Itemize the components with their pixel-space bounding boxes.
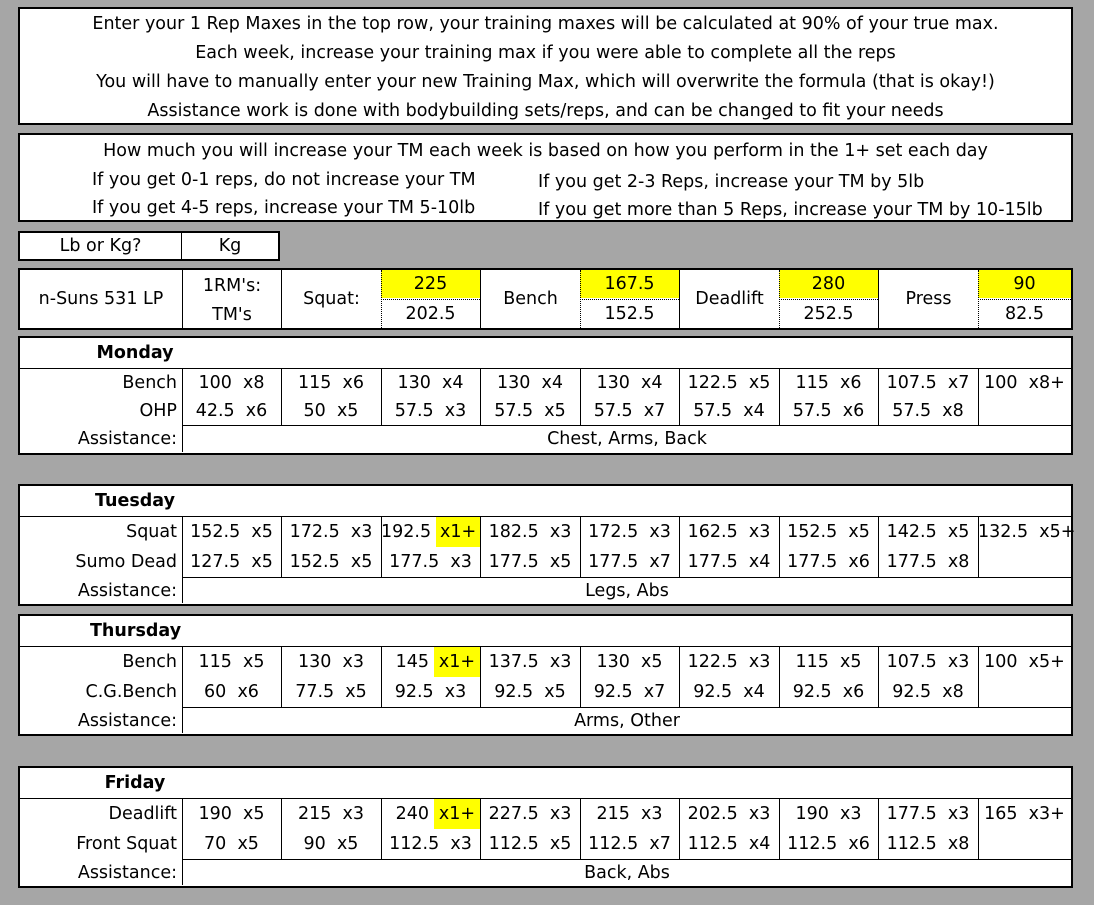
instruction-line: Enter your 1 Rep Maxes in the top row, your training maxes will be calculated at 90% of your true max. [92, 14, 999, 34]
day-name: Monday [96, 343, 174, 363]
set-cell[interactable]: 57.5 x5 [494, 401, 566, 421]
divider [978, 517, 979, 547]
tm-press: 82.5 [1005, 304, 1044, 324]
set-cell[interactable]: 165 x3+ [984, 804, 1065, 824]
divider [978, 677, 979, 707]
set-cell[interactable]: 177.5 x4 [687, 552, 771, 572]
divider [281, 829, 282, 859]
tm-label: TM's [212, 305, 252, 325]
day-block-tuesday [18, 484, 1076, 606]
set-cell[interactable]: 115 x5 [198, 652, 265, 672]
unit-selector [18, 231, 280, 261]
divider [779, 799, 780, 829]
set-cell[interactable]: 115 x6 [795, 373, 862, 393]
divider [381, 647, 382, 677]
set-cell[interactable]: 130 x4 [596, 373, 663, 393]
divider [580, 799, 581, 829]
rm-squat-input[interactable]: 225 [381, 270, 480, 298]
divider [480, 517, 481, 547]
set-cell[interactable]: 122.5 x3 [687, 652, 771, 672]
set-cell[interactable] [381, 647, 480, 677]
set-cell[interactable]: 152.5 x5 [787, 522, 870, 542]
assistance-value[interactable]: Chest, Arms, Back [547, 429, 707, 449]
divider [580, 829, 581, 859]
set-cell[interactable]: 152.5 x5 [190, 522, 273, 542]
divider [381, 397, 382, 425]
instruction-line: Each week, increase your training max if you were able to complete all the reps [195, 43, 896, 63]
set-cell[interactable]: 127.5 x5 [190, 552, 273, 572]
set-cell[interactable]: 177.5 x8 [886, 552, 970, 572]
divider [679, 647, 680, 677]
divider [978, 799, 979, 829]
exercise-label: Front Squat [76, 834, 177, 854]
set-cell[interactable]: 107.5 x7 [886, 373, 970, 393]
set-cell[interactable]: 177.5 x5 [488, 552, 572, 572]
divider [878, 547, 879, 577]
set-cell[interactable]: 190 x5 [198, 804, 265, 824]
divider [480, 397, 481, 425]
exercise-label: Bench [122, 373, 177, 393]
instructions-box [18, 7, 1073, 125]
divider [679, 369, 680, 397]
unit-value-cell[interactable]: Kg [218, 236, 242, 256]
divider [978, 299, 1071, 300]
divider [978, 829, 979, 859]
tm-increase-box [18, 133, 1073, 222]
divider [281, 647, 282, 677]
instruction-line: You will have to manually enter your new Training Max, which will overwrite the formula (that is okay!) [96, 72, 995, 92]
set-cell[interactable]: 112.5 x7 [588, 834, 671, 854]
divider [281, 677, 282, 707]
set-cell[interactable]: 130 x4 [496, 373, 564, 393]
divider [580, 299, 679, 300]
rule-4-5-reps: If you get 4-5 reps, increase your TM 5-10lb [92, 198, 476, 218]
divider [779, 517, 780, 547]
divider [580, 547, 581, 577]
set-weight: 240 [395, 804, 429, 824]
lift-name-deadlift: Deadlift [695, 289, 764, 309]
set-cell[interactable]: 142.5 x5 [886, 522, 970, 542]
divider [480, 799, 481, 829]
set-cell[interactable]: 100 x8+ [984, 373, 1065, 393]
rule-0-1-reps: If you get 0-1 reps, do not increase your TM [92, 170, 476, 190]
set-cell[interactable] [381, 517, 480, 547]
day-name: Thursday [90, 621, 182, 641]
amrap-reps-highlight: x1+ [436, 517, 480, 547]
divider [978, 547, 979, 577]
set-cell[interactable]: 92.5 x7 [593, 682, 666, 702]
day-block-friday [18, 766, 1073, 888]
set-cell[interactable]: 92.5 x4 [693, 682, 765, 702]
program-name: n-Suns 531 LP [38, 289, 164, 309]
divider [878, 397, 879, 425]
divider [281, 547, 282, 577]
divider [381, 677, 382, 707]
divider [779, 647, 780, 677]
divider [381, 517, 382, 547]
rm-press-input[interactable]: 90 [978, 270, 1071, 298]
assistance-label: Assistance: [77, 581, 177, 601]
set-cell[interactable]: 57.5 x7 [593, 401, 666, 421]
rm-deadlift-input[interactable]: 280 [779, 270, 878, 298]
set-cell[interactable]: 57.5 x8 [892, 401, 964, 421]
set-cell[interactable]: 100 x5+ [984, 652, 1065, 672]
set-cell[interactable]: 177.5 x6 [787, 552, 870, 572]
set-cell[interactable] [978, 677, 1071, 707]
set-cell[interactable]: 162.5 x3 [687, 522, 771, 542]
set-cell[interactable]: 112.5 x8 [886, 834, 970, 854]
tm-squat: 202.5 [405, 304, 456, 324]
set-cell[interactable]: 172.5 x3 [289, 522, 373, 542]
day-name: Tuesday [95, 491, 175, 511]
set-cell[interactable]: 130 x5 [596, 652, 663, 672]
divider [580, 517, 581, 547]
set-cell[interactable]: 57.5 x4 [693, 401, 765, 421]
divider [878, 369, 879, 397]
set-cell[interactable]: 57.5 x3 [394, 401, 467, 421]
set-cell[interactable]: 182.5 x3 [488, 522, 572, 542]
lift-name-press: Press [905, 289, 952, 309]
set-cell[interactable]: 130 x4 [397, 373, 464, 393]
divider [381, 547, 382, 577]
tm-bench: 152.5 [604, 304, 655, 324]
set-cell[interactable]: 90 x5 [303, 834, 359, 854]
tm-deadlift: 252.5 [803, 304, 854, 324]
exercise-label: Squat [126, 522, 177, 542]
divider [978, 647, 979, 677]
set-cell[interactable]: 215 x3 [596, 804, 663, 824]
exercise-label: Bench [122, 652, 177, 672]
assistance-label: Assistance: [77, 429, 177, 449]
day-block-thursday [18, 614, 1073, 736]
set-cell[interactable]: 92.5 x3 [394, 682, 467, 702]
set-cell[interactable]: 112.5 x5 [488, 834, 572, 854]
set-cell[interactable]: 92.5 x5 [494, 682, 566, 702]
divider [580, 647, 581, 677]
divider [480, 369, 481, 397]
set-cell[interactable]: 137.5 x3 [488, 652, 572, 672]
divider [779, 299, 878, 300]
divider [480, 647, 481, 677]
set-cell[interactable]: 202.5 x3 [687, 804, 771, 824]
day-block-monday [18, 336, 1073, 455]
divider [679, 517, 680, 547]
set-cell[interactable]: 112.5 x6 [787, 834, 870, 854]
exercise-label: C.G.Bench [85, 682, 177, 702]
divider [580, 397, 581, 425]
divider [978, 369, 979, 397]
divider [878, 799, 879, 829]
instruction-line: Assistance work is done with bodybuilding sets/reps, and can be changed to fit your needs [147, 101, 944, 121]
tm-increase-title: How much you will increase your TM each week is based on how you perform in the 1+ set each day [103, 141, 988, 161]
divider [281, 799, 282, 829]
divider [779, 547, 780, 577]
divider [281, 369, 282, 397]
set-cell[interactable]: 112.5 x4 [687, 834, 771, 854]
lift-name-squat: Squat: [303, 289, 360, 309]
set-cell[interactable] [978, 397, 1071, 425]
divider [281, 397, 282, 425]
divider [779, 829, 780, 859]
set-cell[interactable] [978, 829, 1071, 859]
divider [679, 677, 680, 707]
divider [480, 829, 481, 859]
set-cell[interactable]: 177.5 x3 [886, 804, 970, 824]
divider [679, 799, 680, 829]
divider [679, 547, 680, 577]
divider [978, 397, 979, 425]
divider [580, 677, 581, 707]
set-cell[interactable] [978, 547, 1071, 577]
divider [281, 517, 282, 547]
set-cell[interactable]: 177.5 x7 [588, 552, 671, 572]
set-cell[interactable]: 177.5 x3 [389, 552, 472, 572]
assistance-label: Assistance: [77, 863, 177, 883]
set-weight: 145 [395, 652, 429, 672]
set-cell[interactable]: 130 x3 [297, 652, 365, 672]
set-cell[interactable]: 112.5 x3 [389, 834, 472, 854]
set-cell[interactable]: 215 x3 [297, 804, 365, 824]
divider [480, 677, 481, 707]
divider [580, 369, 581, 397]
divider [779, 397, 780, 425]
divider [779, 369, 780, 397]
assistance-label: Assistance: [77, 711, 177, 731]
set-cell[interactable]: 42.5 x6 [195, 401, 268, 421]
divider [679, 829, 680, 859]
set-cell[interactable]: 122.5 x5 [687, 373, 771, 393]
set-cell[interactable]: 115 x6 [297, 373, 365, 393]
set-cell[interactable]: 152.5 x5 [289, 552, 373, 572]
set-cell[interactable]: 60 x6 [204, 682, 259, 702]
divider [381, 299, 480, 300]
set-cell[interactable]: 132.5 x5+ [978, 522, 1076, 542]
divider [480, 547, 481, 577]
divider [878, 829, 879, 859]
divider [381, 369, 382, 397]
divider [878, 517, 879, 547]
rm-label: 1RM's: [202, 276, 262, 296]
amrap-reps-highlight: x1+ [434, 647, 480, 677]
set-cell[interactable]: 115 x5 [795, 652, 862, 672]
set-cell[interactable]: 172.5 x3 [588, 522, 671, 542]
assistance-value[interactable]: Arms, Other [574, 711, 680, 731]
divider [381, 799, 382, 829]
day-name: Friday [104, 773, 166, 793]
rule-5-plus-reps: If you get more than 5 Reps, increase your TM by 10-15lb [538, 200, 1043, 220]
set-cell[interactable]: 92.5 x6 [792, 682, 865, 702]
set-cell[interactable]: 77.5 x5 [295, 682, 367, 702]
divider [679, 397, 680, 425]
divider [878, 647, 879, 677]
rule-2-3-reps: If you get 2-3 Reps, increase your TM by 5lb [538, 172, 925, 192]
set-cell[interactable]: 227.5 x3 [488, 804, 572, 824]
exercise-label: Deadlift [108, 804, 177, 824]
assistance-value[interactable]: Legs, Abs [585, 581, 669, 601]
exercise-label: Sumo Dead [75, 552, 177, 572]
set-cell[interactable]: 57.5 x6 [792, 401, 865, 421]
set-weight: 192.5 [381, 522, 432, 542]
exercise-label: OHP [139, 401, 177, 421]
divider [878, 677, 879, 707]
assistance-value[interactable]: Back, Abs [584, 863, 670, 883]
set-cell[interactable]: 190 x3 [795, 804, 862, 824]
divider [381, 829, 382, 859]
set-cell[interactable]: 70 x5 [204, 834, 259, 854]
set-cell[interactable]: 50 x5 [303, 401, 359, 421]
divider [779, 677, 780, 707]
unit-label: Lb or Kg? [59, 236, 142, 256]
set-cell[interactable]: 92.5 x8 [892, 682, 964, 702]
rm-bench-input[interactable]: 167.5 [580, 270, 679, 298]
set-cell[interactable]: 107.5 x3 [886, 652, 970, 672]
max-table [18, 268, 1073, 330]
amrap-reps-highlight: x1+ [434, 799, 480, 829]
set-cell[interactable]: 100 x8 [198, 373, 265, 393]
set-cell[interactable] [381, 799, 480, 829]
lift-name-bench: Bench [503, 289, 558, 309]
